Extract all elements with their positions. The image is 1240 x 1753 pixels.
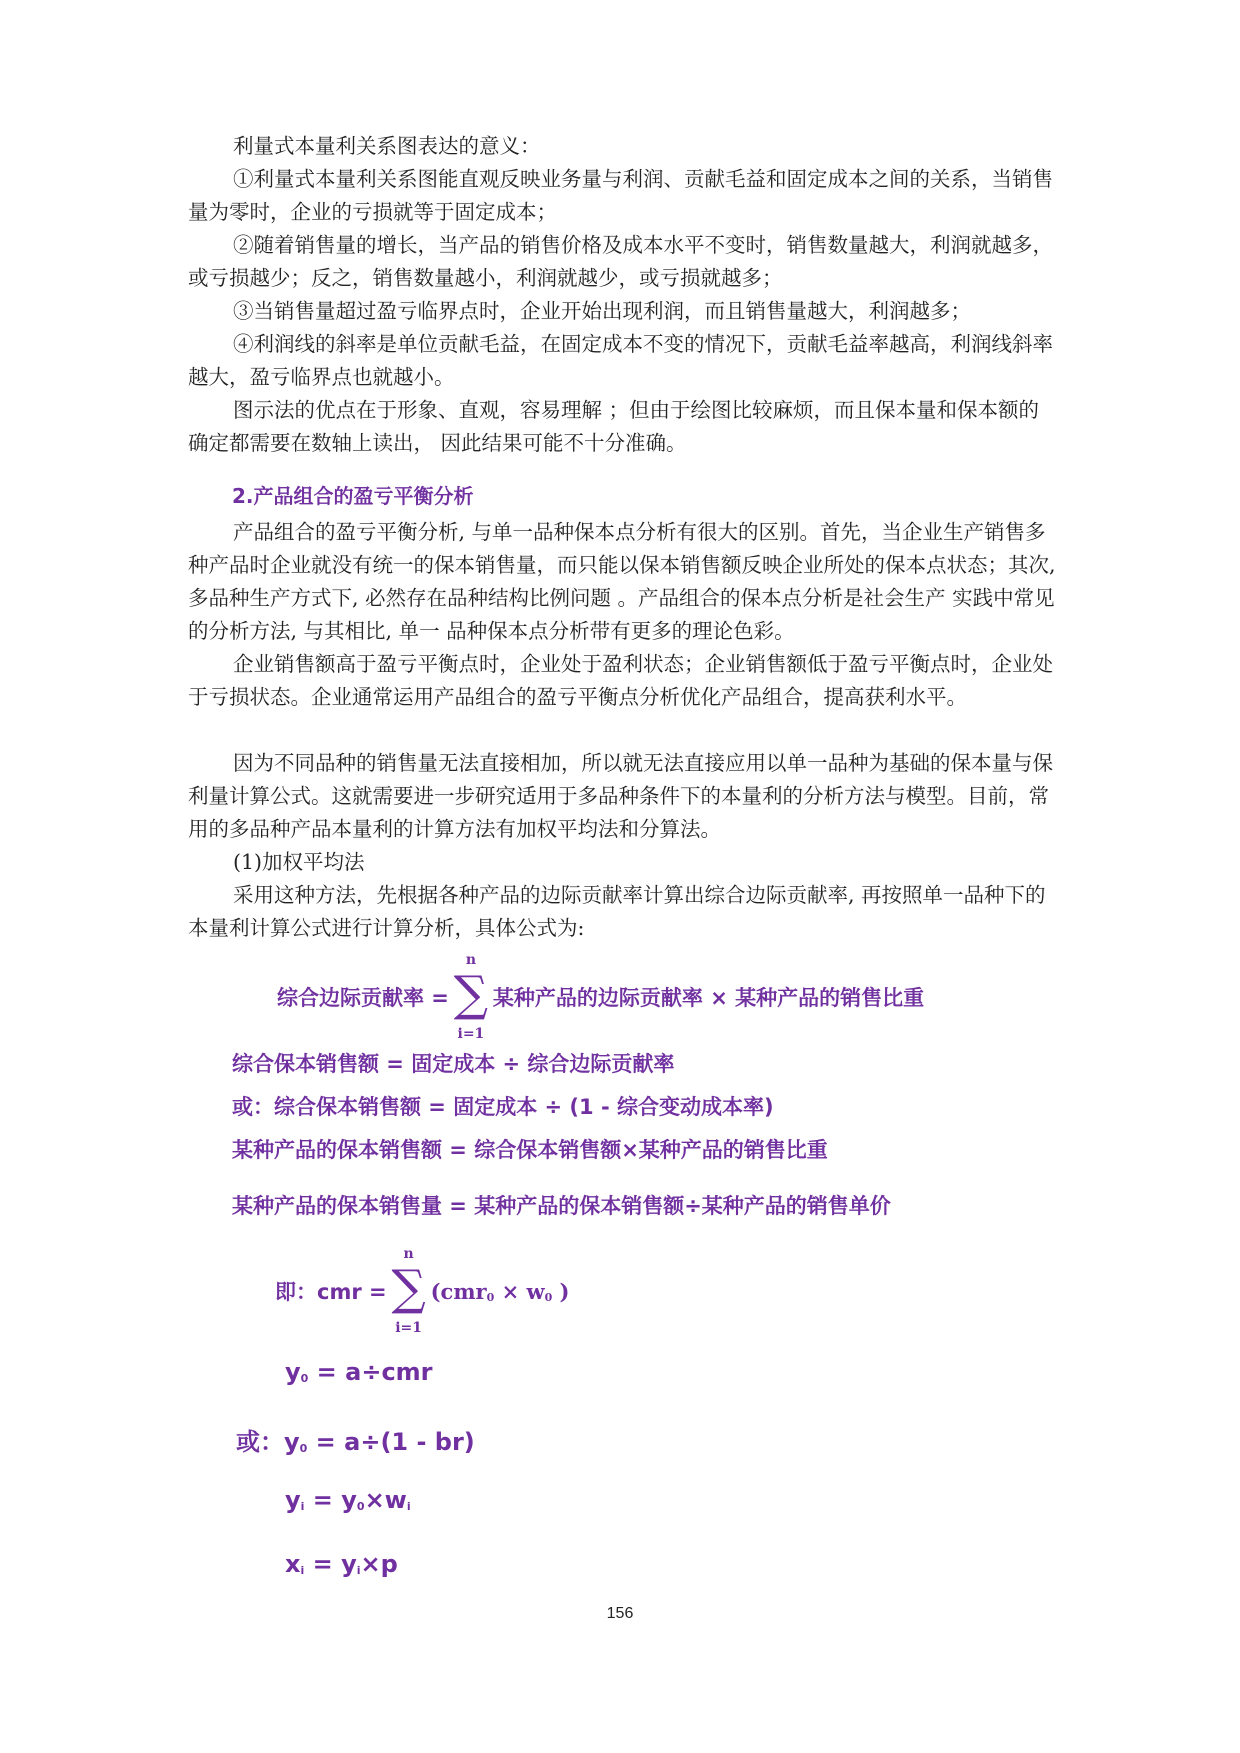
formula-product-breakeven-sales: 某种产品的保本销售额 = 综合保本销售额×某种产品的销售比重 [232, 1138, 828, 1162]
formula-part: ) [552, 1278, 570, 1304]
subscript: 0 [486, 1290, 495, 1304]
formula-y0 [285, 1358, 433, 1386]
paragraph-meaning-title: 利量式本量利关系图表达的意义： [233, 134, 541, 158]
subscript: 0 [300, 1372, 309, 1385]
formula-cmr [275, 1246, 569, 1336]
paragraph-point-1: ①利量式本量利关系图能直观反映业务量与利润、贡献毛益和固定成本之间的关系，当销售量为零时，企业的亏损就等于固定成本； [188, 167, 1053, 224]
paragraph-graphic-method: 图示法的优点在于形象、直观，容易理解 ；但由于绘图比较麻烦，而且保本量和保本额的确定都需要在数轴上读出， 因此结果可能不十分准确。 [188, 398, 1040, 455]
formula-part: y [284, 1428, 300, 1456]
sum-lower-limit: i=1 [457, 1026, 485, 1042]
subscript: i [356, 1564, 361, 1577]
formula-composite-margin-rate [277, 952, 924, 1042]
sum-lower-limit: i=1 [395, 1320, 422, 1336]
formula-breakeven-sales-alt: 或：综合保本销售额 = 固定成本 ÷ (1 - 综合变动成本率) [232, 1095, 774, 1119]
formula-part: = a÷(1 - br) [307, 1428, 475, 1456]
formula-part: x [285, 1550, 301, 1578]
paragraph-point-3: ③当销售量超过盈亏临界点时，企业开始出现利润，而且销售量越大，利润越多； [233, 299, 971, 323]
page-number: 156 [606, 1605, 634, 1622]
formula-breakeven-sales: 综合保本销售额 = 固定成本 ÷ 综合边际贡献率 [232, 1052, 675, 1076]
formula-part: (cmr [430, 1278, 487, 1304]
paragraph-point-2: ②随着销售量的增长，当产品的销售价格及成本水平不变时，销售数量越大，利润就越多，或亏损越少；反之，销售数量越小，利润就越少，或亏损就越多； [188, 233, 1053, 290]
paragraph-sales-status: 企业销售额高于盈亏平衡点时，企业处于盈利状态；企业销售额低于盈亏平衡点时，企业处于亏损状态。企业通常运用产品组合的盈亏平衡点分析优化产品组合，提高获利水平。 [188, 652, 1053, 709]
subscript: i [300, 1564, 305, 1577]
formula-right-side: 某种产品的边际贡献率 × 某种产品的销售比重 [492, 986, 925, 1010]
sigma-glyph: ∑ [453, 966, 489, 1022]
summation-icon [453, 952, 489, 1042]
formula-part: = y [304, 1486, 357, 1514]
subscript: 0 [544, 1290, 553, 1304]
formula-part: × w [494, 1278, 545, 1304]
section-heading: 2.产品组合的盈亏平衡分析 [232, 484, 474, 508]
formula-part: 或： [236, 1428, 284, 1456]
paragraph-product-mix: 产品组合的盈亏平衡分析, 与单一品种保本点分析有很大的区别。首先，当企业生产销售多种产品时企业就没有统一的保本销售量，而只能以保本销售额反映企业所处的保本点状态；其次, 多品种生产方式下, 必然存在品种结构比例问题 。产品组合的保本点分析是社会生产 实践中常见的分析方法, 与其相比, 单一 品种保本点分析带有更多的理论色彩。 [188, 520, 1056, 643]
paragraph-weighted-average-title: (1)加权平均法 [233, 850, 365, 874]
formula-yi [285, 1486, 411, 1514]
sigma-glyph: ∑ [391, 1260, 426, 1316]
summation-icon [391, 1246, 427, 1336]
formula-cmr-right [431, 1279, 570, 1304]
sum-upper-limit: n [465, 952, 476, 968]
formula-part: ×w [364, 1486, 407, 1514]
paragraph-methods: 因为不同品种的销售量无法直接相加，所以就无法直接应用以单一品种为基础的保本量与保利量计算公式。这就需要进一步研究适用于多品种条件下的本量利的分析方法与模型。目前，常用的多品种产品本量利的计算方法有加权平均法和分算法。 [188, 751, 1053, 841]
formula-part: = a÷cmr [308, 1358, 433, 1386]
formula-part: = y [304, 1550, 357, 1578]
formula-part: y [285, 1486, 301, 1514]
formula-y0-alt [236, 1422, 475, 1457]
formula-part: y [285, 1358, 301, 1386]
formula-left-side: 综合边际贡献率 = [277, 986, 449, 1010]
formula-part: ×p [360, 1550, 398, 1578]
subscript: i [406, 1500, 411, 1513]
sum-upper-limit: n [403, 1246, 414, 1262]
formula-product-breakeven-volume: 某种产品的保本销售量 = 某种产品的保本销售额÷某种产品的销售单价 [232, 1194, 891, 1218]
paragraph-point-4: ④利润线的斜率是单位贡献毛益，在固定成本不变的情况下，贡献毛益率越高，利润线斜率越大，盈亏临界点也就越小。 [188, 332, 1053, 389]
paragraph-weighted-average-desc: 采用这种方法，先根据各种产品的边际贡献率计算出综合边际贡献率, 再按照单一品种下的本量利计算公式进行计算分析，具体公式为: [188, 883, 1046, 940]
formula-cmr-left: 即：cmr = [275, 1280, 387, 1304]
subscript: 0 [299, 1442, 308, 1455]
subscript: i [300, 1500, 305, 1513]
subscript: 0 [356, 1500, 365, 1513]
formula-xi [285, 1550, 398, 1578]
